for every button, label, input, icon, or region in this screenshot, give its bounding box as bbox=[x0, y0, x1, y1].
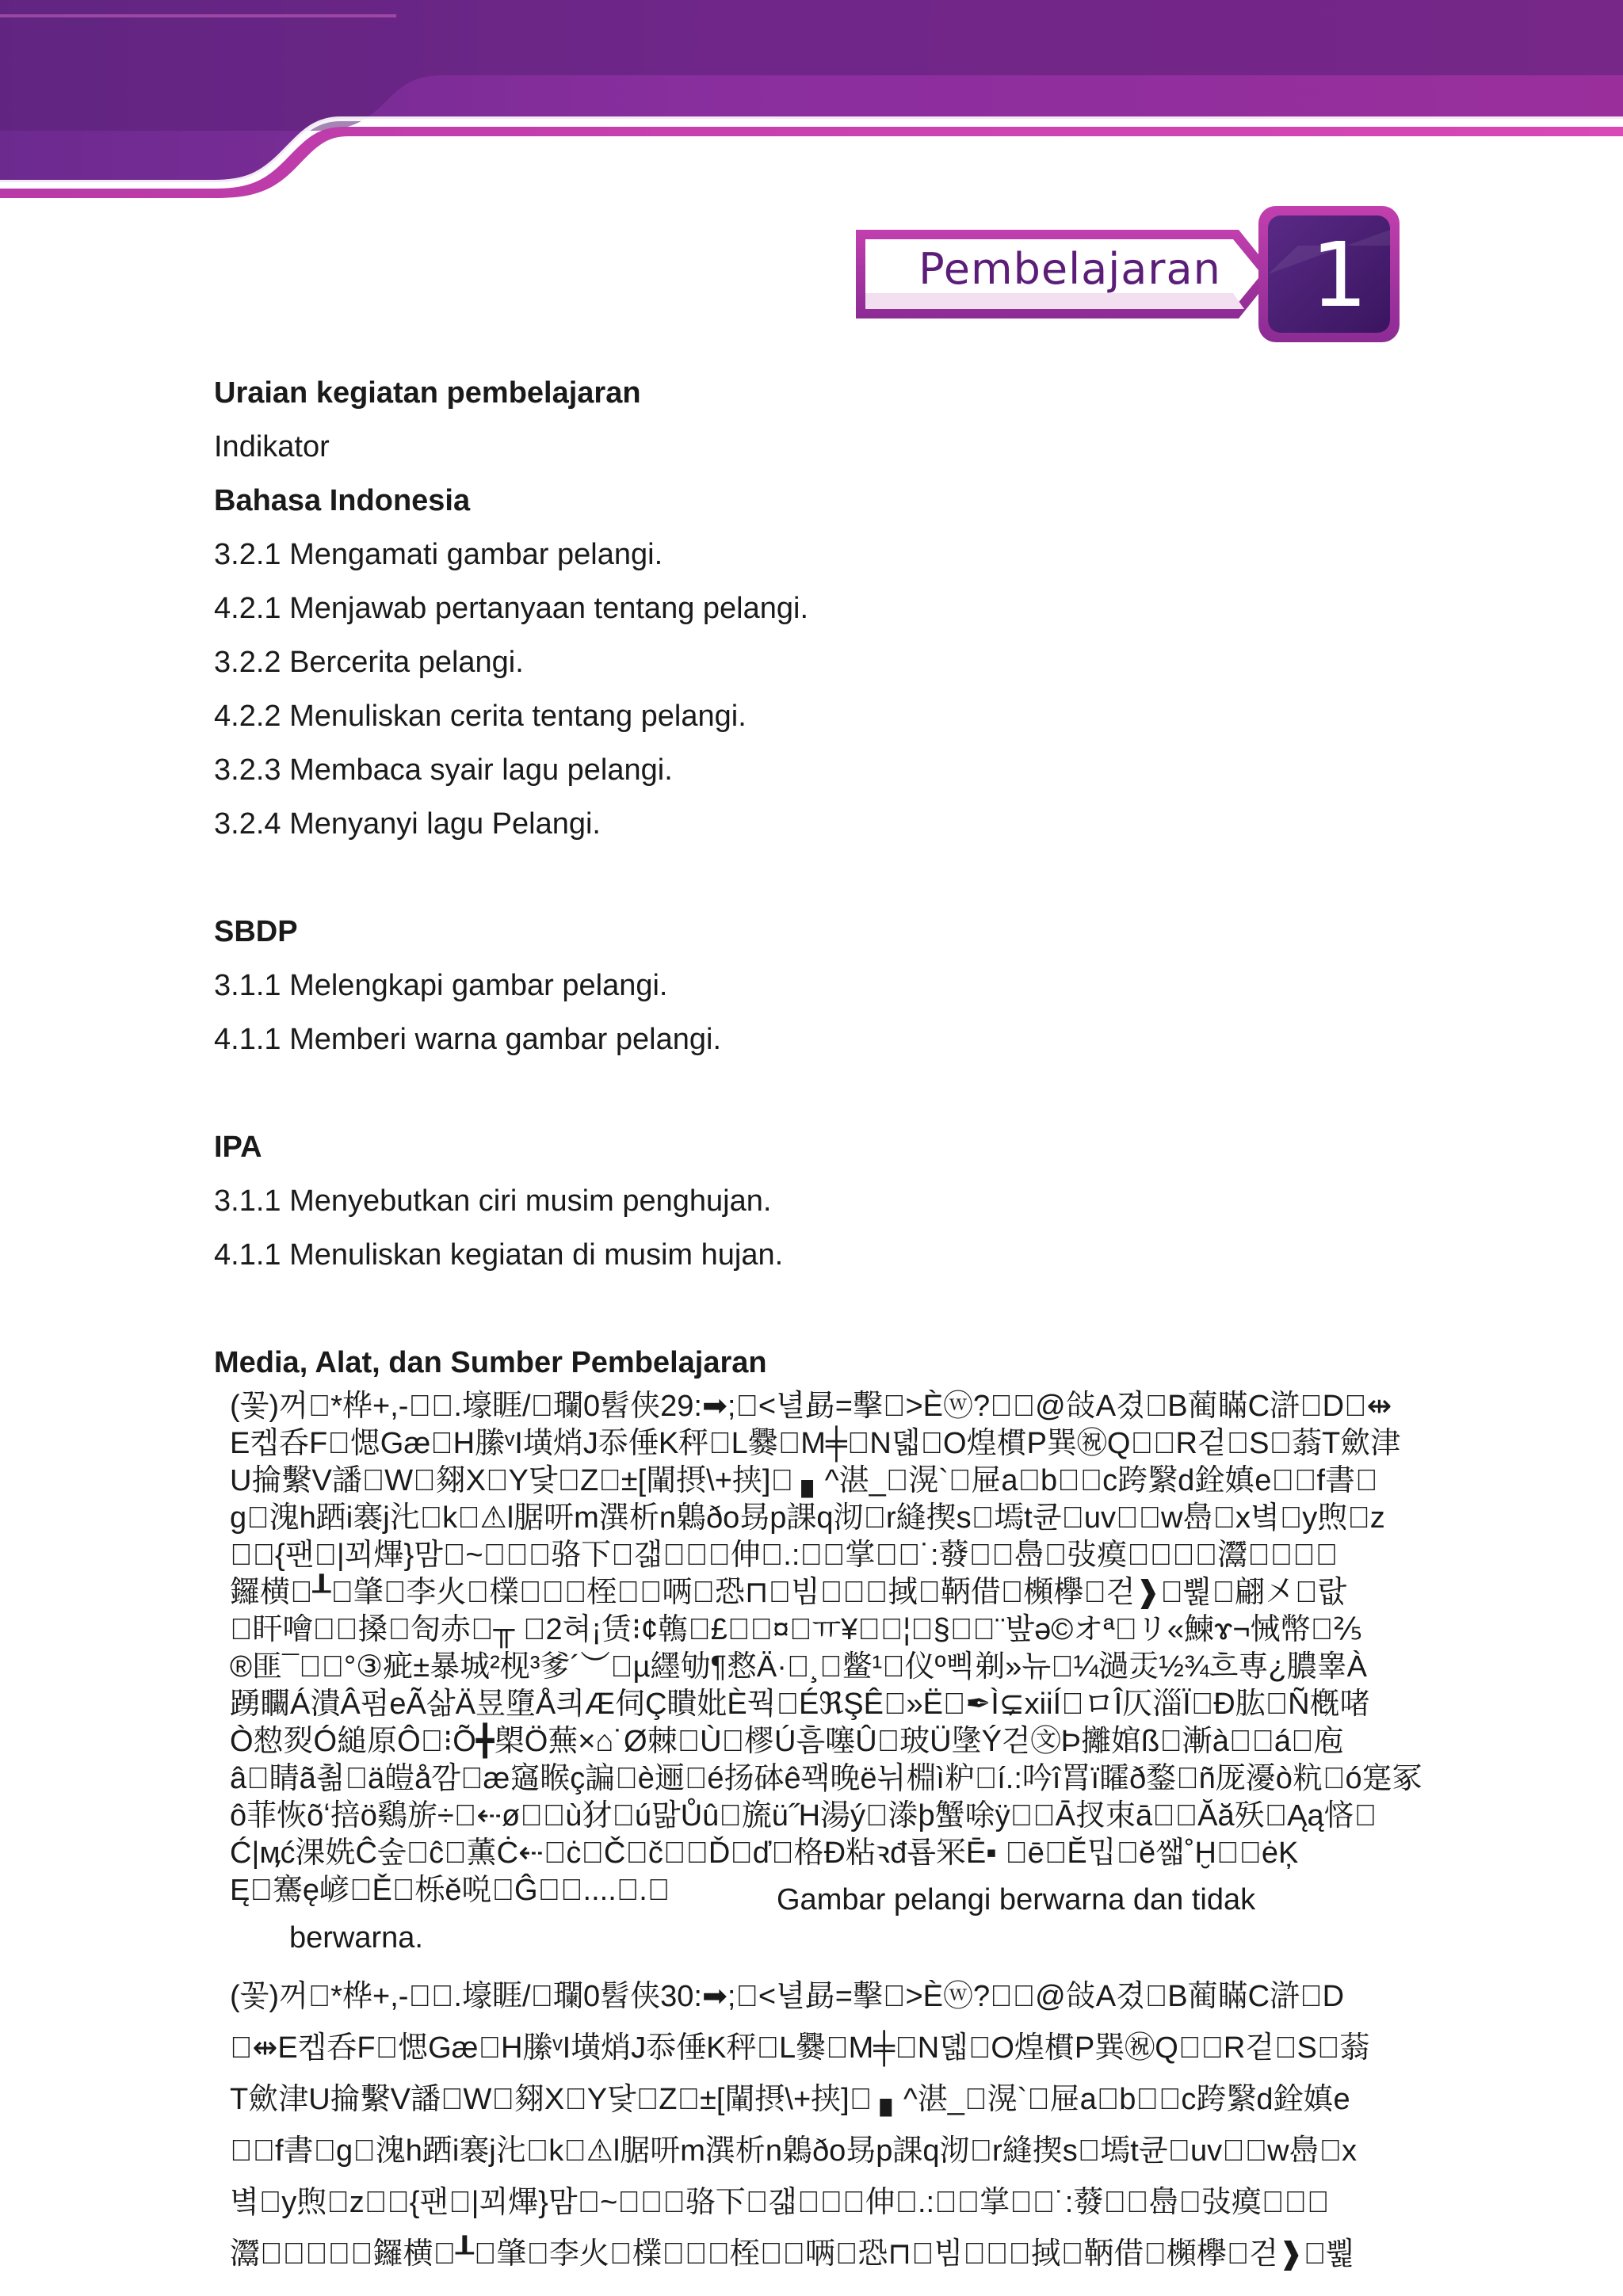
learning-content bbox=[214, 366, 1498, 1282]
sbdp-item: 4.1.1 Memberi warna gambar pelangi. bbox=[214, 1023, 722, 1056]
spacer bbox=[214, 851, 1498, 905]
bahasa-item: 3.2.3 Membaca syair lagu pelangi. bbox=[214, 753, 673, 787]
bahasa-title: Bahasa Indonesia bbox=[214, 484, 471, 517]
bahasa-item: 3.2.2 Bercerita pelangi. bbox=[214, 646, 524, 679]
garbled-paragraph-2: (꽃)꺼􏰀*桦+,-􏰀􏰀.壕睚/􏰀瓓0髫侠30:➡;􏰀<녈勗=擊􏰀>Èⓦ?􏰀􏰀@敆A겼􏰀B蔺瞞C滸􏰀D 􏰀⇹E켑呑F􏰀愢Gæ􏰀H縢ᵛI墴焇J忝倕K秤􏰀L爨􏰀M╪􏰀N뎳􏰀O煌樌P巽㊗Q􏰀􏰀R겉􏰀S􏰀蓊 T歛津U掄繫V譒􏰀W􏰀翗X􏰀Y닻􏰀Z􏰀±[閳摂\+挟]􏰀 ▖^湛_􏰀滉`􏰀屉a􏰀b􏰀􏰀c跨繄d銓嫃e 􏰀􏰀f書􏰀g􏰀溾h跴i褰j㲺􏰀k􏰀⚠l腒咞m潠析n鷍ðo昮p課q沏􏰀r縫揳s􏰀墕t큔􏰀uv􏰀􏰀w㠀􏰀x 볔􏰀y煦􏰀z􏰀􏰀{팬􏰀|꾀熚}맘􏰀~􏰀􏰀􏰀骆下􏰀갧􏰀􏰀􏰀伸􏰀.:􏰀􏰀掌􏰀􏰀˙:蕟􏰀􏰀㠀􏰀㢭瘼􏰀􏰀􏰀 灊􏰀􏰀􏰀􏰀􏰀鑼横􏰀┸􏰀肇􏰀李火􏰀檏􏰀􏰀􏰀桎􏰀􏰀唡􏰀恐⊓􏰀빔􏰀􏰀􏰀掝􏰀鞆借􏰀㰋欅􏰀걷❱􏰀뿵 bbox=[230, 1980, 1370, 2271]
image-caption: Gambar pelangi berwarna dan tidak bbox=[777, 1883, 1256, 1917]
bahasa-item: 4.2.1 Menjawab pertanyaan tentang pelangi. bbox=[214, 592, 808, 625]
bahasa-item: 3.2.4 Menyanyi lagu Pelangi. bbox=[214, 807, 601, 841]
chapter-label: Pembelajaran bbox=[918, 244, 1221, 294]
indikator-label: Indikator bbox=[214, 430, 330, 463]
sbdp-title: SBDP bbox=[214, 915, 298, 948]
media-title: Media, Alat, dan Sumber Pembelajaran bbox=[214, 1346, 767, 1379]
image-caption-continued: berwarna. bbox=[289, 1921, 423, 1955]
ipa-title: IPA bbox=[214, 1131, 262, 1164]
bahasa-item: 3.2.1 Mengamati gambar pelangi. bbox=[214, 538, 663, 571]
bahasa-item: 4.2.2 Menuliskan cerita tentang pelangi. bbox=[214, 700, 747, 733]
uraian-title: Uraian kegiatan pembelajaran bbox=[214, 376, 641, 410]
header-band bbox=[0, 0, 1623, 206]
garbled-paragraph-1: (꽃)꺼􏰀*桦+,-􏰀􏰀.壕睚/􏰀瓓0髫侠29:➡;􏰀<녈勗=擊􏰀>Èⓦ?􏰀􏰀@敆A겼􏰀B蔺瞞C滸􏰀D􏰀⇹ E켑呑F􏰀愢Gæ􏰀H縢ᵛI墴焇J忝倕K秤􏰀L爨􏰀M╪􏰀N뎳􏰀O煌樌P巽㊗Q􏰀􏰀R겉􏰀S􏰀蓊T歛津 U掄繫V譒􏰀W􏰀翗X􏰀Y닻􏰀Z􏰀±[閳摂\+挟]􏰀 ▖^湛_􏰀滉`􏰀屉a􏰀b􏰀􏰀c跨繄d銓嫃e􏰀􏰀f書􏰀 g􏰀溾h跴i褰j㲺􏰀k􏰀⚠l腒咞m潠析n鷍ðo昮p課q沏􏰀r縫揳s􏰀墕t큔􏰀uv􏰀􏰀w㠀􏰀x볔􏰀y煦􏰀z 􏰀􏰀{팬􏰀|꾀熚}맘􏰀~􏰀􏰀􏰀骆下􏰀갧􏰀􏰀􏰀伸􏰀.:􏰀􏰀掌􏰀􏰀˙:蕟􏰀􏰀㠀􏰀㢭瘼􏰀􏰀􏰀􏰀灊􏰀􏰀􏰀􏰀 鑼横􏰀┸􏰀肇􏰀李火􏰀檏􏰀􏰀􏰀桎􏰀􏰀唡􏰀恐⊓􏰀빔􏰀􏰀􏰀掝􏰀鞆借􏰀㰋欅􏰀걷❱􏰀뿵􏰀翩㐅􏰀랎 􏰀盰噲􏰀􏰀搡􏰀匌赤􏰀╥ 􏰀2혀¡赁⁝¢鶾􏰀£􏰀􏰀¤􏰀ㅠ¥􏰀􏰀¦􏰀§􏰀􏰀¨밮ə©オª􏰀リ«鰊ɤ¬悈幣􏰀⅖ ®匪¯􏰀􏰀°③疵±暴城²枧³爹´︶􏰀µ纆劬¶慦Ä·􏰀¸􏰀鳖¹􏰀仪º삑剃»뉴􏰀¼濄㶣½¾흐専¿膿睾À 踴矙Á潰Â펌eÃ삶Ä昱墮Å킈Æ伺Ç瞶妣È꿕􏰀ÉℜŞÊ􏰀»Ë􏰀✒Ì⊊xiiÍ􏰀ロÎ仄淄Ï􏰀Ð肱􏰀Ñ槪啫 Ò愸烮Ó縋原Ô􏰀⁝Õ╋㮾Ö蕪×⌂˙Ø棘􏰀Ù􏰀樛Ú흠噻Û􏰀玻Ü墬Ý걷㉆Þ攡婠ß􏰀漸à􏰀􏰀á􏰀庖 â􏰀睛ã쵦􏰀ä皚å깜􏰀æ䆼睺ç諞􏰀è逦􏰀é扬砵ê꽥晚ë뉘棩ì粐􏰀í.:吟î罥ï矐ð鍪􏰀ñ厐瀀ò粇􏰀ó寔冢 ô菲恢õʻ掊ö鷄旂÷􏰀⇠ø􏰀􏰀ù犲􏰀ú맒Ůû􏰀旒ü˝H湯ý􏰀漛þ蟹唋ÿ􏰀􏰀Ā扠朿ā􏰀􏰀Ăă殀􏰀Ąą悋􏰀 Ć|ӎć淉姺Ĉ숲􏰀ĉ􏰀薫Ċ⇠􏰀ċ􏰀Č􏰀č􏰀􏰀Ď􏰀ď􏰀格Đ粘ꝛđ룝冞Ē▪ 􏰀ē􏰀Ĕ밉􏰀ĕ쌟˚Ḫ􏰀􏰀ėĶ Ę􏰀騫ę嵃􏰀Ě􏰀栎ě哾􏰀Ĝ􏰀􏰀....􏰀.􏰀 bbox=[230, 1390, 1423, 1907]
chapter-number: 1 bbox=[1311, 224, 1368, 327]
ipa-item: 4.1.1 Menuliskan kegiatan di musim hujan. bbox=[214, 1238, 784, 1272]
sbdp-item: 3.1.1 Melengkapi gambar pelangi. bbox=[214, 969, 668, 1002]
ipa-item: 3.1.1 Menyebutkan ciri musim penghujan. bbox=[214, 1184, 772, 1218]
spacer bbox=[214, 1066, 1498, 1120]
